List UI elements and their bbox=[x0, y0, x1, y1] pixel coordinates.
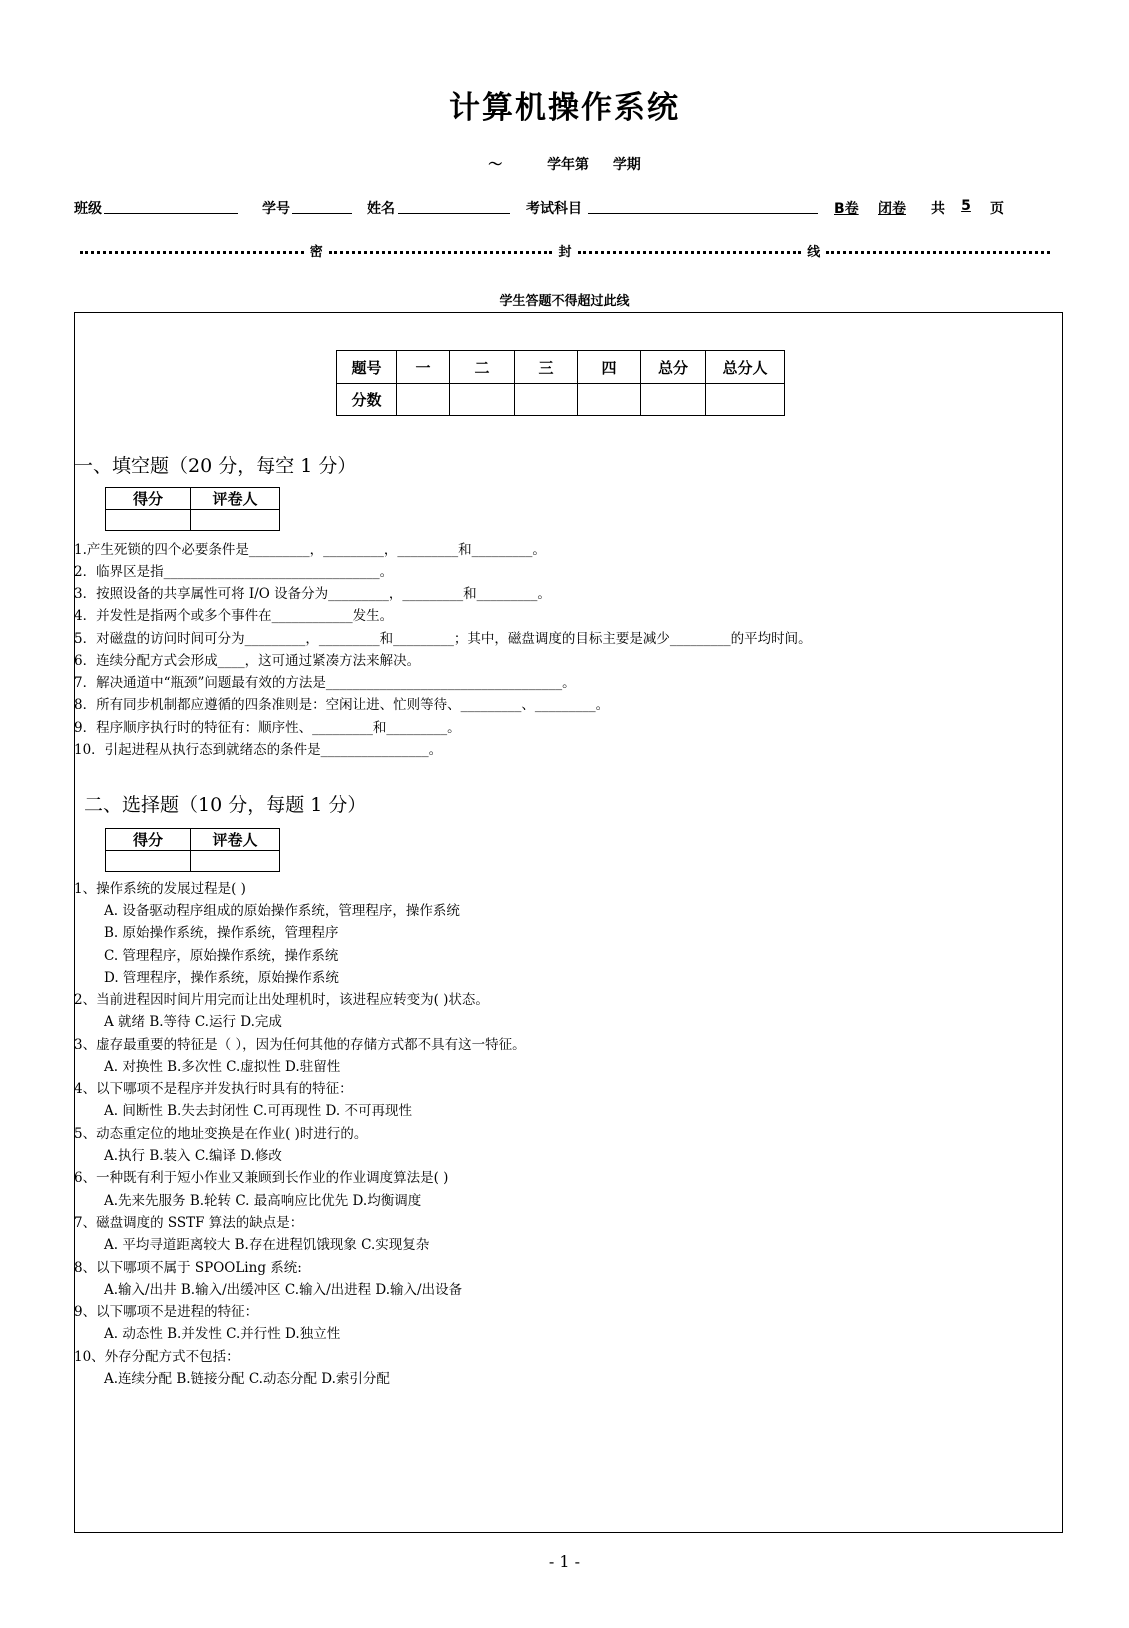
choice-question: 6、一种既有利于短小作业又兼顾到长作业的作业调度算法是( ) bbox=[74, 1170, 449, 1186]
page-count: 5 bbox=[961, 198, 971, 214]
grader-score-header: 得分 bbox=[106, 829, 191, 851]
choice-option[interactable]: A. 动态性 B.并发性 C.并行性 D.独立性 bbox=[104, 1326, 341, 1342]
grader-name-cell[interactable] bbox=[191, 851, 280, 872]
paper-type: B卷 bbox=[834, 201, 859, 217]
choice-option[interactable]: A. 设备驱动程序组成的原始操作系统，管理程序，操作系统 bbox=[104, 903, 460, 919]
choice-option[interactable]: B. 原始操作系统，操作系统，管理程序 bbox=[104, 925, 339, 941]
choice-question: 3、虚存最重要的特征是（ ），因为任何其他的存储方式都不具有这一特征。 bbox=[74, 1037, 526, 1053]
grader-name-cell[interactable] bbox=[191, 510, 280, 531]
term-line bbox=[0, 154, 1129, 174]
name-blank[interactable] bbox=[398, 196, 510, 214]
answer-boundary-notice: 学生答题不得超过此线 bbox=[499, 294, 630, 309]
name-label: 姓名 bbox=[367, 201, 395, 217]
choice-question: 8、以下哪项不属于 SPOOLing 系统: bbox=[74, 1260, 302, 1276]
class-blank[interactable] bbox=[104, 196, 238, 214]
section1-grader-table bbox=[105, 487, 280, 531]
score-cell[interactable] bbox=[397, 384, 450, 416]
total-prefix: 共 bbox=[931, 201, 945, 217]
grader-score-cell[interactable] bbox=[106, 510, 191, 531]
choice-option[interactable]: D. 管理程序，操作系统，原始操作系统 bbox=[104, 970, 339, 986]
score-value-row bbox=[337, 384, 785, 416]
fill-question: 6．连续分配方式会形成____，这可通过紧凑方法来解决。 bbox=[74, 653, 421, 669]
grader-name-header: 评卷人 bbox=[191, 488, 280, 510]
score-header-cell: 总分人 bbox=[706, 351, 785, 384]
score-header-cell: 总分 bbox=[641, 351, 706, 384]
score-cell[interactable] bbox=[515, 384, 578, 416]
fill-question: 1.产生死锁的四个必要条件是_________，_________，_________和_________。 bbox=[74, 542, 546, 558]
fill-question: 10．引起进程从执行态到就绪态的条件是________________。 bbox=[74, 742, 443, 758]
score-cell[interactable] bbox=[641, 384, 706, 416]
choice-option[interactable]: A.执行 B.装入 C.编译 D.修改 bbox=[104, 1148, 282, 1164]
score-header-cell: 四 bbox=[578, 351, 641, 384]
student-id-label: 学号 bbox=[262, 201, 290, 217]
choice-option[interactable]: A.输入/出井 B.输入/出缓冲区 C.输入/出进程 D.输入/出设备 bbox=[104, 1282, 463, 1298]
fill-question: 8．所有同步机制都应遵循的四条准则是：空闲让进、忙则等待、_________、_________。 bbox=[74, 697, 610, 713]
score-cell[interactable] bbox=[578, 384, 641, 416]
seal-dots bbox=[80, 251, 304, 254]
choice-option[interactable]: A.连续分配 B.链接分配 C.动态分配 D.索引分配 bbox=[104, 1371, 390, 1387]
score-cell[interactable] bbox=[706, 384, 785, 416]
choice-option[interactable]: A. 间断性 B.失去封闭性 C.可再现性 D. 不可再现性 bbox=[104, 1103, 412, 1119]
fill-question: 3．按照设备的共享属性可将 I/O 设备分为_________，_________和_________。 bbox=[74, 586, 551, 602]
student-id-blank[interactable] bbox=[292, 196, 352, 214]
class-label: 班级 bbox=[74, 201, 102, 217]
grader-score-cell[interactable] bbox=[106, 851, 191, 872]
fill-question: 7．解决通道中“瓶颈”问题最有效的方法是___________________________________。 bbox=[74, 675, 576, 691]
section2-grader-table bbox=[105, 828, 280, 872]
choice-option[interactable]: A. 平均寻道距离较大 B.存在进程饥饿现象 C.实现复杂 bbox=[104, 1237, 430, 1253]
subject-blank[interactable] bbox=[588, 196, 818, 214]
score-header-cell: 一 bbox=[397, 351, 450, 384]
term-tilde: ～ bbox=[488, 157, 503, 173]
closed-book: 闭卷 bbox=[878, 201, 906, 217]
page-number: - 1 - bbox=[548, 1552, 581, 1571]
choice-option[interactable]: A. 对换性 B.多次性 C.虚拟性 D.驻留性 bbox=[104, 1059, 341, 1075]
choice-question: 10、外存分配方式不包括： bbox=[74, 1349, 240, 1365]
seal-dots bbox=[329, 251, 553, 254]
fill-question: 2．临界区是指________________________________。 bbox=[74, 564, 394, 580]
grader-name-header: 评卷人 bbox=[191, 829, 280, 851]
score-header-cell: 三 bbox=[515, 351, 578, 384]
term-semester: 学期 bbox=[612, 157, 641, 173]
score-header-cell: 二 bbox=[450, 351, 515, 384]
choice-question: 9、以下哪项不是进程的特征： bbox=[74, 1304, 259, 1320]
fill-question: 5．对磁盘的访问时间可分为_________，_________和_________；其中，磁盘调度的目标主要是减少_________的平均时间。 bbox=[74, 631, 812, 647]
seal-dots bbox=[826, 251, 1050, 254]
seal-line bbox=[80, 240, 1050, 260]
score-header-row bbox=[337, 351, 785, 384]
fill-question: 4．并发性是指两个或多个事件在____________发生。 bbox=[74, 608, 394, 624]
grader-score-header: 得分 bbox=[106, 488, 191, 510]
section2-title: 二、选择题（10 分，每题 1 分） bbox=[84, 794, 367, 816]
section1-title: 一、填空题（20 分，每空 1 分） bbox=[74, 455, 357, 477]
choice-option[interactable]: C. 管理程序，原始操作系统，操作系统 bbox=[104, 948, 339, 964]
choice-question: 4、以下哪项不是程序并发执行时具有的特征： bbox=[74, 1081, 353, 1097]
choice-question: 1、操作系统的发展过程是( ) bbox=[74, 881, 246, 897]
choice-question: 2、当前进程因时间片用完而让出处理机时，该进程应转变为( )状态。 bbox=[74, 992, 489, 1008]
score-summary-table bbox=[336, 350, 785, 416]
seal-xian: 线 bbox=[807, 244, 821, 260]
score-cell[interactable] bbox=[450, 384, 515, 416]
choice-option[interactable]: A.先来先服务 B.轮转 C. 最高响应比优先 D.均衡调度 bbox=[104, 1193, 422, 1209]
choice-question: 7、磁盘调度的 SSTF 算法的缺点是： bbox=[74, 1215, 304, 1231]
seal-mi: 密 bbox=[309, 244, 323, 260]
choice-option[interactable]: A 就绪 B.等待 C.运行 D.完成 bbox=[104, 1014, 282, 1030]
score-header-cell: 题号 bbox=[337, 351, 397, 384]
score-row-label: 分数 bbox=[337, 384, 397, 416]
term-year: 学年第 bbox=[547, 157, 590, 173]
page-suffix: 页 bbox=[990, 201, 1004, 217]
exam-title: 计算机操作系统 bbox=[449, 90, 680, 126]
seal-feng: 封 bbox=[558, 244, 572, 260]
seal-dots bbox=[578, 251, 802, 254]
fill-question: 9．程序顺序执行时的特征有：顺序性、_________和_________。 bbox=[74, 720, 461, 736]
choice-question: 5、动态重定位的地址变换是在作业( )时进行的。 bbox=[74, 1126, 368, 1142]
subject-label: 考试科目 bbox=[526, 201, 582, 217]
